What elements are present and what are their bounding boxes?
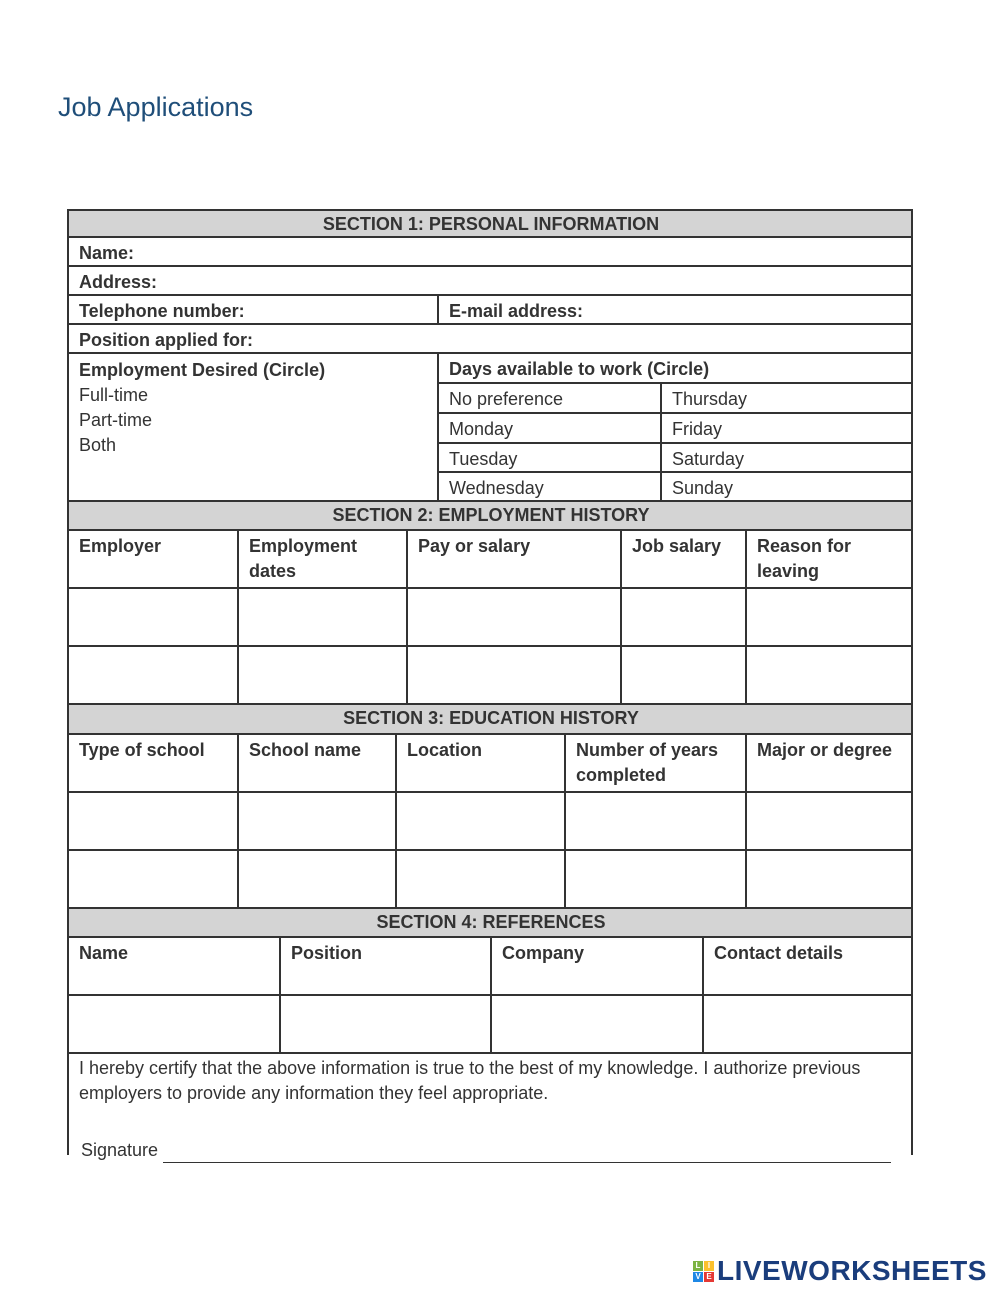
employment-desired [67,352,437,500]
col-employer: Employer [67,529,237,587]
education-cell[interactable] [237,791,395,849]
col-ref-name: Name [67,936,279,994]
day-friday[interactable]: Friday [660,412,913,442]
employment-cell[interactable] [745,645,913,703]
col-major-or-degree: Major or degree [745,733,913,791]
employment-cell[interactable] [406,587,620,645]
employment-cell[interactable] [237,587,406,645]
logo-block: V [693,1272,703,1282]
section4-header: SECTION 4: REFERENCES [67,907,913,936]
liveworksheets-logo [693,1255,987,1287]
option-both[interactable]: Both [79,435,117,455]
logo-block: E [704,1272,714,1282]
education-cell[interactable] [745,849,913,907]
logo-blocks-icon [693,1261,714,1282]
col-location: Location [395,733,564,791]
col-reason-for-leaving: Reason for leaving [745,529,913,587]
employment-cell[interactable] [745,587,913,645]
section2-header: SECTION 2: EMPLOYMENT HISTORY [67,500,913,529]
employment-desired-label: Employment Desired (Circle) [79,360,326,380]
col-job-salary: Job salary [620,529,745,587]
certification-text: I hereby certify that the above information is true to the best of my knowledge. I authorize previous employers to provide any information they feel appropriate. [79,1058,861,1103]
position-field[interactable]: Position applied for: [67,323,913,352]
education-cell[interactable] [67,849,237,907]
signature-label: Signature [81,1140,159,1160]
education-cell[interactable] [564,791,745,849]
logo-text: LIVEWORKSHEETS [717,1255,987,1286]
employment-cell[interactable] [237,645,406,703]
reference-cell[interactable] [67,994,279,1052]
employment-cell[interactable] [620,587,745,645]
email-field[interactable]: E-mail address: [437,294,913,323]
certification-block [67,1052,913,1160]
day-monday[interactable]: Monday [437,412,660,442]
section3-header: SECTION 3: EDUCATION HISTORY [67,703,913,733]
education-cell[interactable] [395,849,564,907]
day-tuesday[interactable]: Tuesday [437,442,660,471]
telephone-field[interactable]: Telephone number: [67,294,437,323]
day-wednesday[interactable]: Wednesday [437,471,660,500]
col-type-of-school: Type of school [67,733,237,791]
days-available-label: Days available to work (Circle) [437,352,913,382]
day-thursday[interactable]: Thursday [660,382,913,412]
day-no-preference[interactable]: No preference [437,382,660,412]
reference-cell[interactable] [279,994,490,1052]
col-ref-contact-details: Contact details [702,936,913,994]
education-cell[interactable] [237,849,395,907]
col-years-completed: Number of years completed [564,733,745,791]
education-cell[interactable] [395,791,564,849]
signature-row[interactable] [81,1138,891,1163]
reference-cell[interactable] [702,994,913,1052]
col-pay-or-salary: Pay or salary [406,529,620,587]
logo-block: L [693,1261,703,1271]
education-cell[interactable] [745,791,913,849]
option-part-time[interactable]: Part-time [79,410,153,430]
logo-block: I [704,1261,714,1271]
employment-cell[interactable] [620,645,745,703]
day-saturday[interactable]: Saturday [660,442,913,471]
col-ref-company: Company [490,936,702,994]
signature-line[interactable] [163,1144,891,1163]
name-field[interactable]: Name: [67,236,913,265]
employment-cell[interactable] [67,645,237,703]
employment-cell[interactable] [67,587,237,645]
day-sunday[interactable]: Sunday [660,471,913,500]
section1-header: SECTION 1: PERSONAL INFORMATION [67,209,913,236]
option-full-time[interactable]: Full-time [79,385,149,405]
page-title: Job Applications [58,92,254,122]
col-school-name: School name [237,733,395,791]
col-ref-position: Position [279,936,490,994]
education-cell[interactable] [67,791,237,849]
job-application-form [67,209,913,1160]
col-employment-dates: Employment dates [237,529,406,587]
reference-cell[interactable] [490,994,702,1052]
education-cell[interactable] [564,849,745,907]
employment-cell[interactable] [406,645,620,703]
address-field[interactable]: Address: [67,265,913,294]
